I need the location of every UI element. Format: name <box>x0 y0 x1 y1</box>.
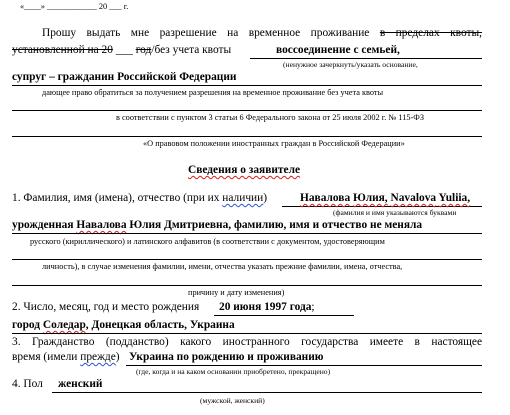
date-line <box>20 2 128 11</box>
q4-label: 4. Пол <box>12 378 43 390</box>
basis-value-1: воссоединение с семьей, <box>276 44 400 56</box>
q2-underline-2 <box>12 333 482 334</box>
date-year-blank: ___ <box>109 2 122 11</box>
request-text: Прошу выдать мне разрешение на временное проживание <box>42 27 370 39</box>
q1-label-word: наличии <box>222 192 264 204</box>
q1-underline-1 <box>282 206 482 207</box>
q1-caption-1: (фамилия и имя указываются буквами <box>333 208 457 217</box>
q3-label-line-2: время (имели прежде) <box>12 351 120 363</box>
q2-value-place: город Соледар, Донецкая область, Украина <box>12 319 235 331</box>
basis-caption: (ненужное зачеркнуть/указать основание, <box>283 60 418 69</box>
date-close-quote: » <box>40 2 45 11</box>
q4-value: женский <box>58 378 103 390</box>
basis-underline-2 <box>12 85 482 86</box>
request-line-2 <box>12 44 231 56</box>
date-day-blank: ____ <box>24 2 41 11</box>
q1-label: 1. Фамилия, имя (имена), отчество (при их наличии) <box>12 192 268 204</box>
q1-value-2: урожденная Навалова Юлия Дмитриевна, фамилию, имя и отчество не меняла <box>12 219 423 231</box>
q1-value-1: Навалова Юлия, Navalova Yuliia, <box>300 192 471 204</box>
date-month-blank: ____________ <box>46 2 97 11</box>
q1-caption-4: причину и дату изменения) <box>188 288 285 297</box>
q4-caption: (мужской, женский) <box>200 396 265 405</box>
q3-value: Украина по рождению и проживанию <box>129 351 324 363</box>
caption-right-to-apply: дающее право обратиться за получением разрешения на временное проживание без учета квоты <box>42 88 384 97</box>
q2-underline-1 <box>214 315 354 316</box>
q1-blank-line-2 <box>12 285 482 286</box>
q2-label: 2. Число, месяц, год и место рождения <box>12 301 200 313</box>
struck-year-text: год <box>135 44 152 56</box>
basis-value-2: супруг – гражданин Российской Федерации <box>12 71 237 83</box>
q1-blank-line-1 <box>12 259 482 260</box>
q2-value-date-line: 20 июня 1997 года; <box>219 301 315 313</box>
q1-caption-3: личность), в случае изменения фамилии, имени, отчества указать прежние фамилии, имена, отчества, <box>42 262 403 271</box>
q3-caption: (где, когда и на каком основании приобретено, прекращено) <box>136 367 331 376</box>
without-quota-text: /без учета квоты <box>151 44 232 56</box>
date-open-quote: « <box>20 2 25 11</box>
blank-line-1 <box>12 110 482 111</box>
section-title: Сведения о заявителе <box>188 164 301 176</box>
q4-underline <box>52 392 482 393</box>
caption-law-title: «О правовом положении иностранных граждан в Российской Федерации» <box>143 139 405 148</box>
q3-label-line-1: 3. Гражданство (подданство) какого иностранного государства имеете в настоящее <box>12 336 482 348</box>
date-year-suffix: г. <box>123 2 129 11</box>
q3-label-word: прежде <box>80 351 116 363</box>
year-blank: ___ <box>115 44 133 56</box>
blank-line-2 <box>12 136 482 137</box>
q3-underline <box>126 365 482 366</box>
q1-caption-2: русского (кириллического) и латинского алфавитов (в соответствии с документом, удостоверяющим <box>30 237 385 246</box>
basis-underline-1 <box>250 58 482 59</box>
struck-quota-text: в пределах квоты, <box>379 27 482 39</box>
struck-established-text: установленной на 20 <box>12 44 113 56</box>
date-year-prefix: 20 <box>98 2 108 11</box>
request-line-1 <box>42 27 482 39</box>
q1-underline-2 <box>12 233 482 234</box>
caption-law: в соответствии с пунктом 3 статьи 6 Федерального закона от 25 июля 2002 г. № 115-ФЗ <box>116 113 424 122</box>
